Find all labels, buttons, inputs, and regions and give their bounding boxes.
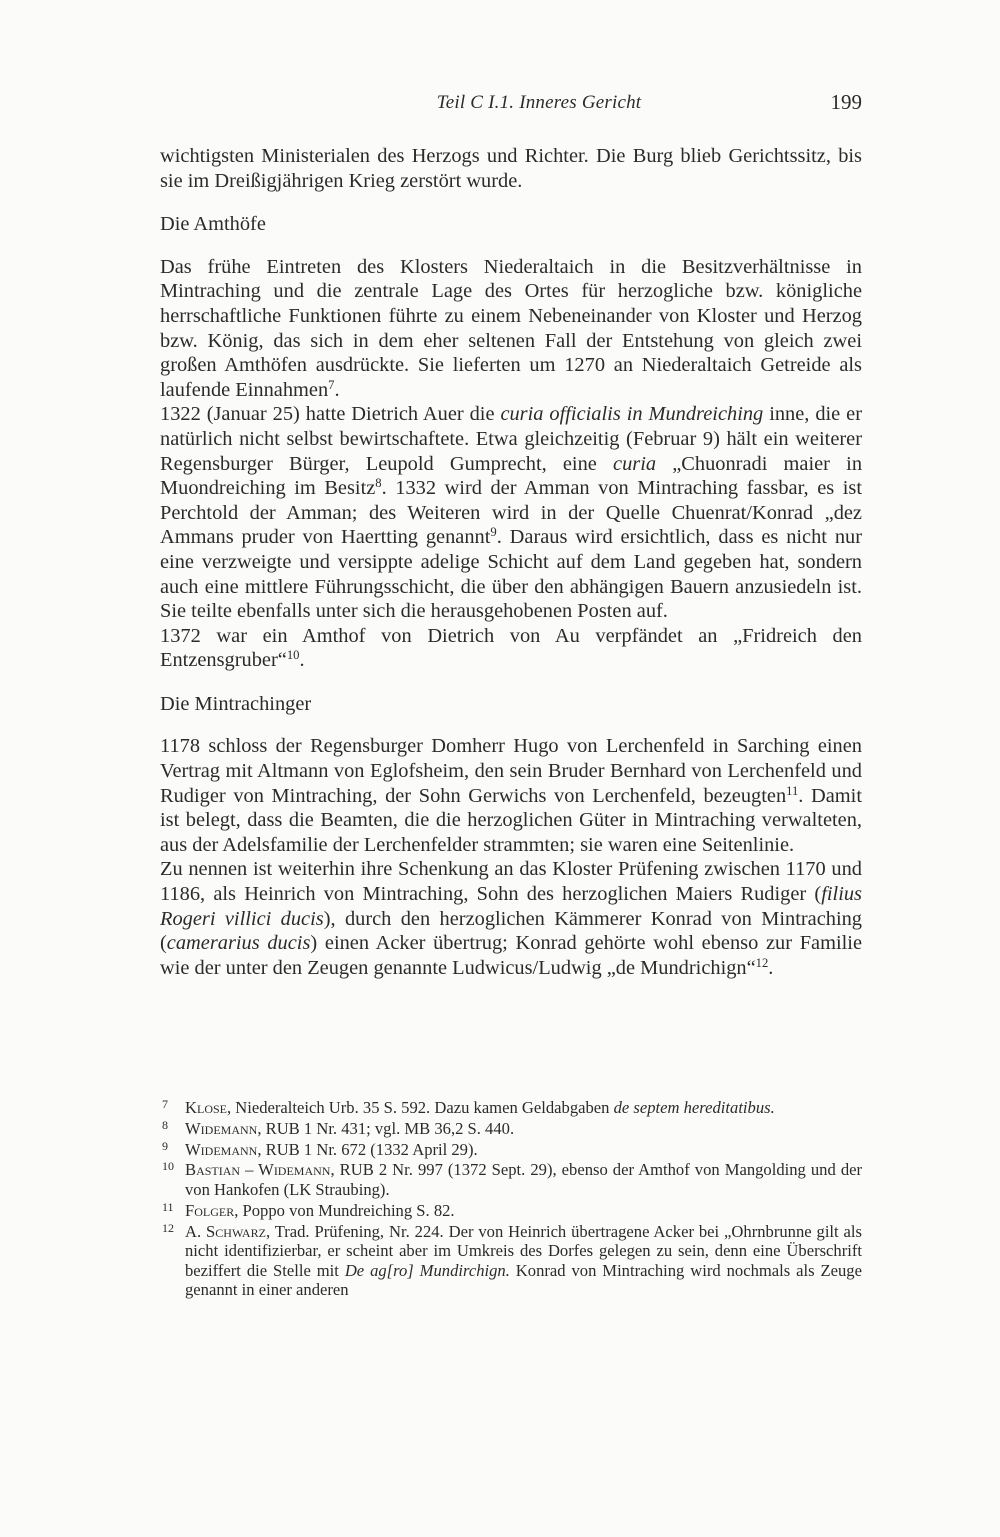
footnote-number: 8	[162, 1117, 168, 1132]
paragraph-text: wichtigsten Ministerialen des Herzogs und Richter. Die Burg blieb Gerichtssitz, bis sie im Dreißigjährigen Krieg zerstört wurde.	[160, 145, 862, 192]
footnote-ref-7[interactable]: 7	[328, 377, 335, 392]
paragraph-text: 1372 war ein Amthof von Dietrich von Au verpfändet an „Fridreich den Entzensgruber“	[160, 624, 862, 672]
footnote-text: , RUB 1 Nr. 672 (1332 April 29).	[257, 1139, 478, 1159]
footnote-italic: de septem hereditatibus.	[613, 1098, 775, 1117]
paragraph-text: ) einen Acker übertrug; Konrad gehörte wohl ebenso zur Familie wie der unter den Zeugen genannte Ludwicus/Ludwig „de Mundrichign“	[160, 932, 862, 979]
footnote-12	[160, 1222, 862, 1300]
punctuation: .	[299, 649, 305, 672]
running-title: Teil C I.1. Inneres Gericht	[436, 92, 642, 113]
paragraph-1322	[160, 402, 862, 623]
footnote-text: , RUB 2 Nr. 997 (1372 Sept. 29), ebenso der Amthof von Mangolding und der von Hankofen (LK Straubing).	[185, 1160, 863, 1199]
footnote-11	[160, 1201, 862, 1221]
footnote-ref-12[interactable]: 12	[755, 955, 769, 970]
footnote-italic: De ag[ro] Mundirchign.	[344, 1260, 510, 1280]
section-heading-amthoefe: Die Amthöfe	[160, 213, 266, 236]
paragraph-text: „Chuonradi maier in Muondreiching im Besitz	[160, 452, 863, 500]
punctuation: .	[334, 378, 340, 401]
paragraph-text: . Damit ist belegt, dass die Beamten, die die herzoglichen Güter in Mintraching verwalteten, aus der Adelsfamilie der Lerchenfelder strammten; sie waren eine Seitenlinie.	[160, 784, 862, 856]
paragraph-text: Das frühe Eintreten des Klosters Niederaltaich in die Besitzverhältnisse in Mintraching und die zentrale Lage des Ortes für herzogliche bzw. königliche herrschaftliche Funktionen führte zu einem Nebeneinander von Kloster und Herzog bzw. König, das sich in dem eher seltenen Fall der Entstehung von gleich zwei großen Amthöfen ausdrückte. Sie lieferten um 1270 an Niederaltaich Getreide als laufende Einnahmen	[160, 255, 862, 401]
author-name: Bastian – Widemann	[185, 1160, 331, 1180]
author-name: Widemann	[185, 1139, 258, 1159]
latin-term: curia	[613, 452, 657, 475]
paragraph-1178	[160, 734, 862, 857]
footnote-number: 11	[162, 1199, 174, 1214]
footnote-text: , Poppo von Mundreiching S. 82.	[234, 1200, 455, 1220]
latin-term: curia officialis in Mundreiching	[500, 403, 764, 426]
latin-term: camerarius ducis	[166, 932, 311, 955]
page-number: 199	[830, 90, 862, 114]
footnote-number: 12	[162, 1220, 174, 1235]
section-heading-mintrachinger: Die Mintrachinger	[160, 692, 312, 715]
paragraph-1372	[160, 624, 862, 673]
footnote-9	[160, 1140, 862, 1160]
paragraph-schenkung	[160, 857, 862, 980]
paragraph-text: ), durch den herzoglichen Kämmerer Konrad von Mintraching (	[160, 907, 863, 955]
paragraph-text: Zu nennen ist weiterhin ihre Schenkung an das Kloster Prüfening zwischen 1170 und 1186, als Heinrich von Mintraching, Sohn des herzoglichen Maiers Rudiger (	[160, 858, 862, 906]
author-name: Widemann	[185, 1118, 258, 1138]
latin-term: filius Rogeri villici ducis	[160, 883, 862, 930]
paragraph-text: inne, die er natürlich nicht selbst bewirtschaftete. Etwa gleichzeitig (Februar 9) hält ein weiterer Regensburger Bürger, Leupold Gumprecht, eine	[160, 403, 862, 475]
footnote-text: , RUB 1 Nr. 431; vgl. MB 36,2 S. 440.	[257, 1118, 515, 1138]
footnotes	[160, 1098, 862, 1301]
main-text	[160, 144, 862, 980]
punctuation: .	[768, 956, 774, 979]
paragraph-intro	[160, 144, 862, 193]
running-head	[160, 92, 862, 122]
footnote-text: , Niederalteich Urb. 35 S. 592. Dazu kamen Geldabgaben	[226, 1098, 614, 1117]
footnote-text: , Trad. Prüfening, Nr. 224. Der von Heinrich übertragene Acker bei „Ohrnbrunne gilt als nicht identifizierbar, er scheint aber im Umkreis des Dorfes gelegen zu sein, denn eine Überschrift beziffert die Stelle mit	[185, 1221, 862, 1280]
footnote-ref-8[interactable]: 8	[375, 476, 382, 491]
footnote-text-rest: Konrad von Mintraching wird nochmals als Zeuge genannt in einer anderen	[185, 1260, 862, 1300]
paragraph-amthoefe	[160, 255, 862, 403]
paragraph-text: . Daraus wird ersichtlich, dass es nicht nur eine verzweigte und versippte adelige Schicht auf dem Land gegeben hat, sondern auch eine mittlere Führungsschicht, die über den abhängigen Bauern anzusiedeln ist. Sie teilte ebenfalls unter sich die herausgehobenen Posten auf.	[160, 526, 863, 623]
paragraph-text: 1322 (Januar 25) hatte Dietrich Auer die	[160, 403, 501, 426]
footnote-number: 7	[162, 1097, 168, 1111]
footnote-ref-9[interactable]: 9	[490, 525, 497, 540]
paragraph-text: . 1332 wird der Amman von Mintraching fassbar, es ist Perchtold der Amman; des Weiteren wird in der Quelle Chuenrat/Konrad „dez Ammans pruder von Haertting genannt	[160, 477, 862, 549]
footnote-10	[160, 1160, 862, 1199]
footnote-ref-10[interactable]: 10	[286, 648, 300, 663]
footnote-number: 10	[162, 1159, 174, 1174]
footnote-8	[160, 1119, 862, 1139]
footnote-number: 9	[162, 1138, 168, 1153]
footnote-7	[160, 1098, 862, 1118]
paragraph-text: 1178 schloss der Regensburger Domherr Hugo von Lerchenfeld in Sarching einen Vertrag mit Altmann von Eglofsheim, den sein Bruder Bernhard von Lerchenfeld und Rudiger von Mintraching, der Sohn Gerwichs von Lerchenfeld, bezeugten	[160, 735, 862, 807]
footnote-ref-11[interactable]: 11	[786, 783, 799, 798]
author-name: Klose	[185, 1098, 227, 1117]
author-name: Folger	[185, 1200, 235, 1220]
author-name: A. Schwarz	[185, 1221, 266, 1241]
